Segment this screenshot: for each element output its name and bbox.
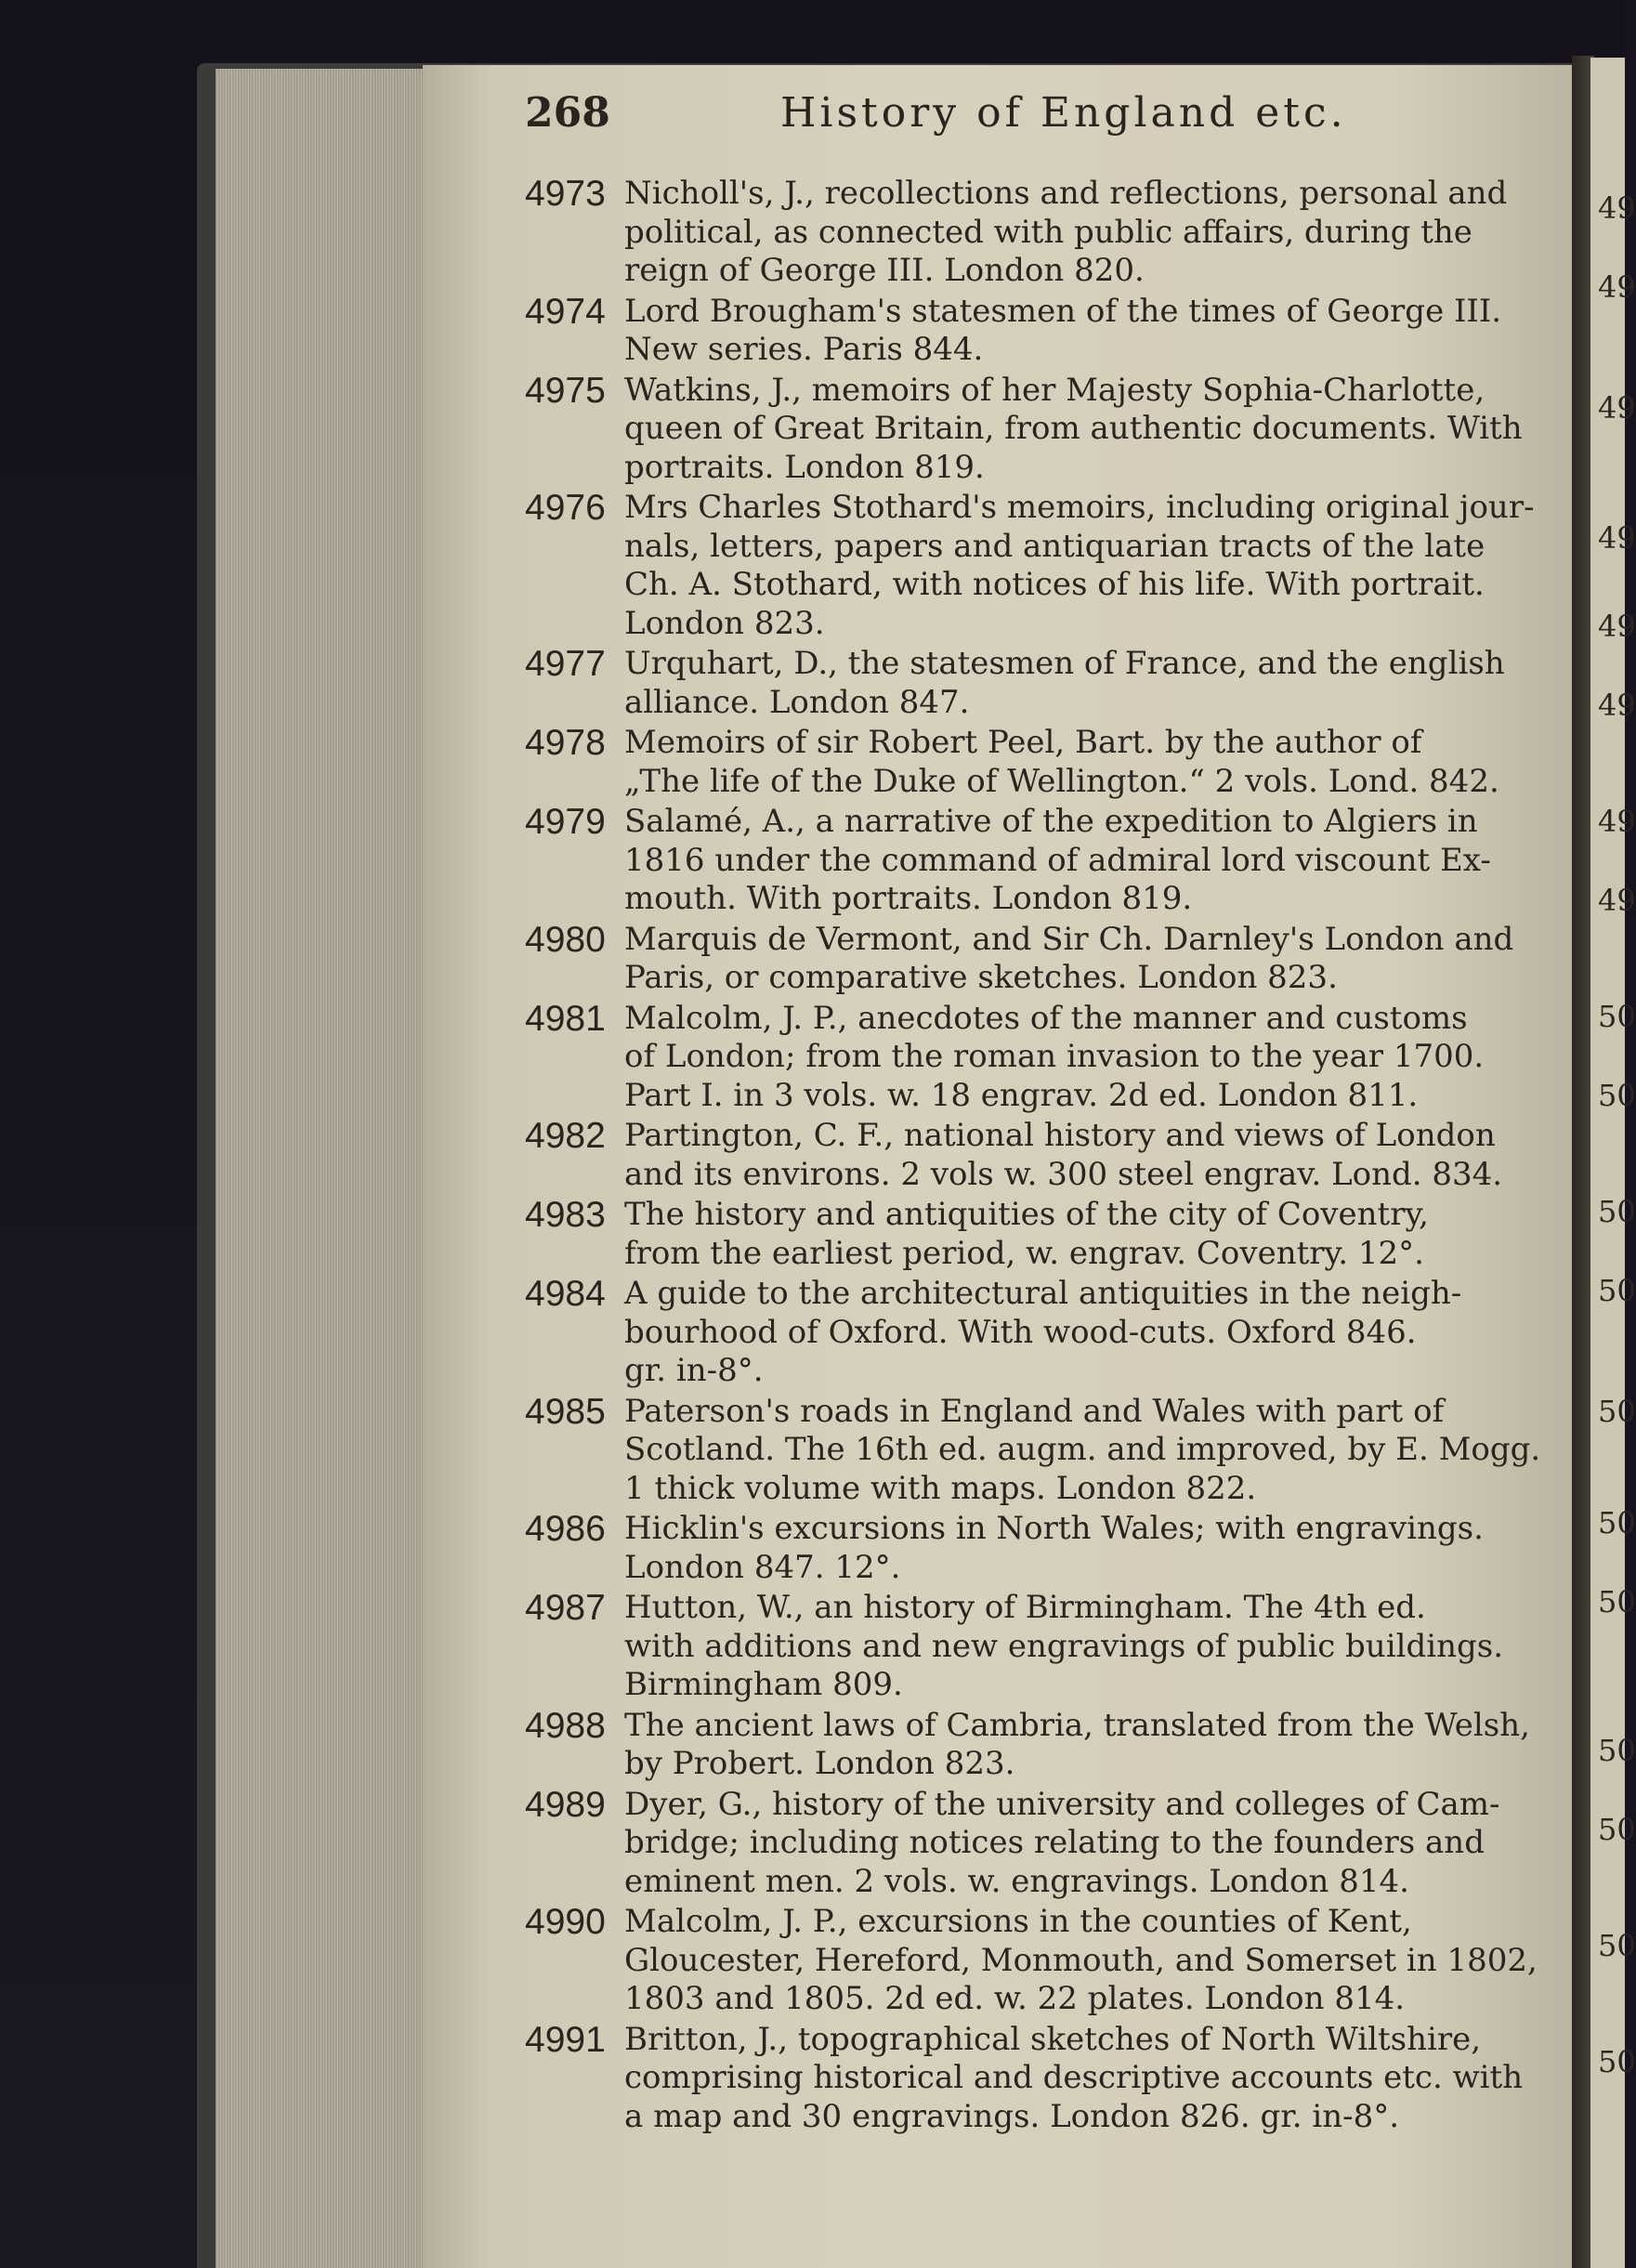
facing-page-number-fragment: 49 — [1598, 609, 1636, 644]
catalogue-entry — [525, 1117, 1542, 1194]
entry-number: 4978 — [525, 723, 606, 763]
entry-line: 1803 and 1805. 2d ed. w. 22 plates. London 814. — [624, 1980, 1406, 2017]
page-edges — [216, 69, 429, 2268]
facing-page-number-fragment: 50 — [1598, 1812, 1636, 1847]
catalogue-entry — [525, 372, 1542, 488]
entry-text — [624, 1275, 1542, 1391]
facing-page-number-fragment: 50 — [1598, 1928, 1636, 1963]
facing-page-number-fragment: 49 — [1598, 190, 1636, 226]
facing-page-number-fragment: 49 — [1598, 688, 1636, 723]
catalogue-entry — [525, 724, 1542, 801]
catalogue-entry — [525, 1786, 1542, 1902]
entry-text — [624, 921, 1542, 998]
catalogue-entry — [525, 803, 1542, 919]
entry-line: nals, letters, papers and antiquarian tracts of the late — [624, 527, 1485, 565]
entry-line: bridge; including notices relating to the founders and — [624, 1824, 1485, 1861]
catalogue-entry — [525, 2021, 1542, 2137]
catalogue-entry — [525, 1000, 1542, 1116]
facing-page-number-fragment: 50 — [1598, 1273, 1636, 1308]
facing-page-number-fragment: 50 — [1598, 1394, 1636, 1429]
entry-line: The ancient laws of Cambria, translated from the Welsh, — [624, 1706, 1530, 1744]
entry-line: Hicklin's excursions in North Wales; with engravings. — [624, 1510, 1484, 1547]
entry-line: by Probert. London 823. — [624, 1745, 1015, 1782]
entry-line: „The life of the Duke of Wellington.“ 2 vols. Lond. 842. — [624, 762, 1499, 800]
facing-page-number-fragment: 49 — [1598, 883, 1636, 918]
entry-line: Paris, or comparative sketches. London 823. — [624, 959, 1338, 996]
entry-line: and its environs. 2 vols w. 300 steel engrav. Lond. 834. — [624, 1155, 1503, 1193]
facing-page-number-fragment: 49 — [1598, 269, 1636, 305]
catalogue-entry — [525, 1707, 1542, 1784]
entry-line: Birmingham 809. — [624, 1666, 903, 1703]
entry-line: Ch. A. Stothard, with notices of his life. With portrait. — [624, 566, 1485, 603]
entry-line: Scotland. The 16th ed. augm. and improved, by E. Mogg. — [624, 1431, 1541, 1468]
entry-text — [624, 645, 1542, 722]
entry-text — [624, 1393, 1542, 1509]
entry-number: 4981 — [525, 998, 606, 1039]
facing-page-number-fragment: 50 — [1598, 1584, 1636, 1619]
catalogue-entry — [525, 1393, 1542, 1509]
entry-text — [624, 1510, 1542, 1587]
entry-line: Britton, J., topographical sketches of North Wiltshire, — [624, 2020, 1482, 2058]
entry-line: of London; from the roman invasion to the year 1700. — [624, 1038, 1485, 1075]
entry-number: 4976 — [525, 488, 606, 528]
entry-line: alliance. London 847. — [624, 683, 970, 721]
entry-line: gr. in-8°. — [624, 1352, 764, 1389]
entry-line: Dyer, G., history of the university and colleges of Cam- — [624, 1785, 1500, 1823]
entry-text — [624, 1589, 1542, 1705]
entry-line: Urquhart, D., the statesmen of France, and the english — [624, 645, 1505, 682]
entry-text — [624, 1196, 1542, 1273]
entry-number: 4991 — [525, 2019, 606, 2060]
entry-line: a map and 30 engravings. London 826. gr. in-8°. — [624, 2097, 1400, 2135]
entry-number: 4987 — [525, 1588, 606, 1628]
entry-line: Malcolm, J. P., excursions in the counties of Kent, — [624, 1903, 1412, 1940]
entry-line: Watkins, J., memoirs of her Majesty Sophia-Charlotte, — [624, 371, 1485, 409]
catalogue-entry — [525, 1510, 1542, 1587]
entry-number: 4980 — [525, 919, 606, 960]
entry-text — [624, 489, 1542, 643]
catalogue-entry — [525, 921, 1542, 998]
page-title: History of England etc. — [780, 89, 1347, 137]
entry-number: 4985 — [525, 1391, 606, 1432]
entry-line: Partington, C. F., national history and views of London — [624, 1117, 1496, 1154]
facing-page-number-fragment: 50 — [1598, 1733, 1636, 1768]
entry-number: 4974 — [525, 291, 606, 332]
entry-line: bourhood of Oxford. With wood-cuts. Oxford 846. — [624, 1313, 1417, 1351]
entry-number: 4990 — [525, 1902, 606, 1942]
entry-line: eminent men. 2 vols. w. engravings. London 814. — [624, 1862, 1409, 1900]
entry-line: A guide to the architectural antiquities in the neigh- — [624, 1275, 1462, 1312]
running-head — [525, 89, 1547, 145]
entry-line: from the earliest period, w. engrav. Coventry. 12°. — [624, 1234, 1424, 1272]
entry-text — [624, 724, 1542, 801]
entry-text — [624, 1117, 1542, 1194]
facing-page-number-fragment: 49 — [1598, 804, 1636, 839]
facing-page-number-fragment: 49 — [1598, 520, 1636, 556]
entry-line: Paterson's roads in England and Wales with part of — [624, 1392, 1445, 1430]
catalogue-entry — [525, 1275, 1542, 1391]
catalogue-entry — [525, 1903, 1542, 2019]
entry-number: 4973 — [525, 174, 606, 214]
facing-page-number-fragment: 50 — [1598, 1078, 1636, 1113]
entry-text — [624, 1903, 1542, 2019]
entry-number: 4979 — [525, 802, 606, 842]
entry-line: reign of George III. London 820. — [624, 252, 1145, 289]
entry-line: with additions and new engravings of public buildings. — [624, 1627, 1504, 1665]
entry-line: Gloucester, Hereford, Monmouth, and Somerset in 1802, — [624, 1941, 1538, 1979]
entry-number: 4988 — [525, 1705, 606, 1746]
entry-line: political, as connected with public affairs, during the — [624, 213, 1472, 251]
entry-text — [624, 175, 1542, 291]
catalogue-entries — [525, 175, 1542, 2138]
entry-line: Part I. in 3 vols. w. 18 engrav. 2d ed. London 811. — [624, 1076, 1419, 1114]
catalogue-entry — [525, 1196, 1542, 1273]
entry-number: 4983 — [525, 1195, 606, 1235]
facing-page-number-fragment: 50 — [1598, 1194, 1636, 1229]
facing-page-number-fragment: 50 — [1598, 1505, 1636, 1540]
entry-line: 1816 under the command of admiral lord viscount Ex- — [624, 841, 1491, 879]
entry-text — [624, 803, 1542, 919]
entry-line: Marquis de Vermont, and Sir Ch. Darnley's London and — [624, 920, 1514, 958]
entry-text — [624, 1707, 1542, 1784]
catalogue-entry — [525, 293, 1542, 370]
catalogue-entry — [525, 645, 1542, 722]
entry-line: London 823. — [624, 604, 825, 642]
entry-line: mouth. With portraits. London 819. — [624, 880, 1193, 917]
entry-line: Nicholl's, J., recollections and reflections, personal and — [624, 175, 1508, 212]
entry-line: Memoirs of sir Robert Peel, Bart. by the author of — [624, 724, 1422, 761]
page-number: 268 — [525, 89, 610, 137]
entry-line: Mrs Charles Stothard's memoirs, including original jour- — [624, 489, 1535, 526]
facing-page-number-fragment: 49 — [1598, 390, 1636, 426]
entry-line: queen of Great Britain, from authentic documents. With — [624, 410, 1523, 447]
entry-line: Lord Brougham's statesmen of the times of George III. — [624, 292, 1502, 330]
entry-text — [624, 1000, 1542, 1116]
facing-page-number-fragment: 50 — [1598, 999, 1636, 1034]
entry-line: Hutton, W., an history of Birmingham. The 4th ed. — [624, 1589, 1426, 1626]
entry-line: London 847. 12°. — [624, 1548, 901, 1586]
entry-number: 4984 — [525, 1274, 606, 1314]
entry-number: 4977 — [525, 644, 606, 684]
entry-number: 4975 — [525, 370, 606, 411]
entry-text — [624, 1786, 1542, 1902]
entry-text — [624, 2021, 1542, 2137]
entry-number: 4989 — [525, 1784, 606, 1825]
entry-line: The history and antiquities of the city of Coventry, — [624, 1196, 1429, 1233]
entry-text — [624, 293, 1542, 370]
catalogue-entry — [525, 175, 1542, 291]
facing-page-number-fragment: 50 — [1598, 2044, 1636, 2079]
entry-number: 4982 — [525, 1116, 606, 1156]
entry-line: comprising historical and descriptive accounts etc. with — [624, 2059, 1524, 2096]
catalogue-entry — [525, 489, 1542, 643]
entry-line: Malcolm, J. P., anecdotes of the manner and customs — [624, 999, 1468, 1037]
entry-line: Salamé, A., a narrative of the expedition to Algiers in — [624, 803, 1478, 840]
catalogue-entry — [525, 1589, 1542, 1705]
entry-line: 1 thick volume with maps. London 822. — [624, 1469, 1257, 1507]
entry-number: 4986 — [525, 1509, 606, 1549]
entry-line: New series. Paris 844. — [624, 331, 984, 368]
entry-text — [624, 372, 1542, 488]
entry-line: portraits. London 819. — [624, 448, 985, 486]
